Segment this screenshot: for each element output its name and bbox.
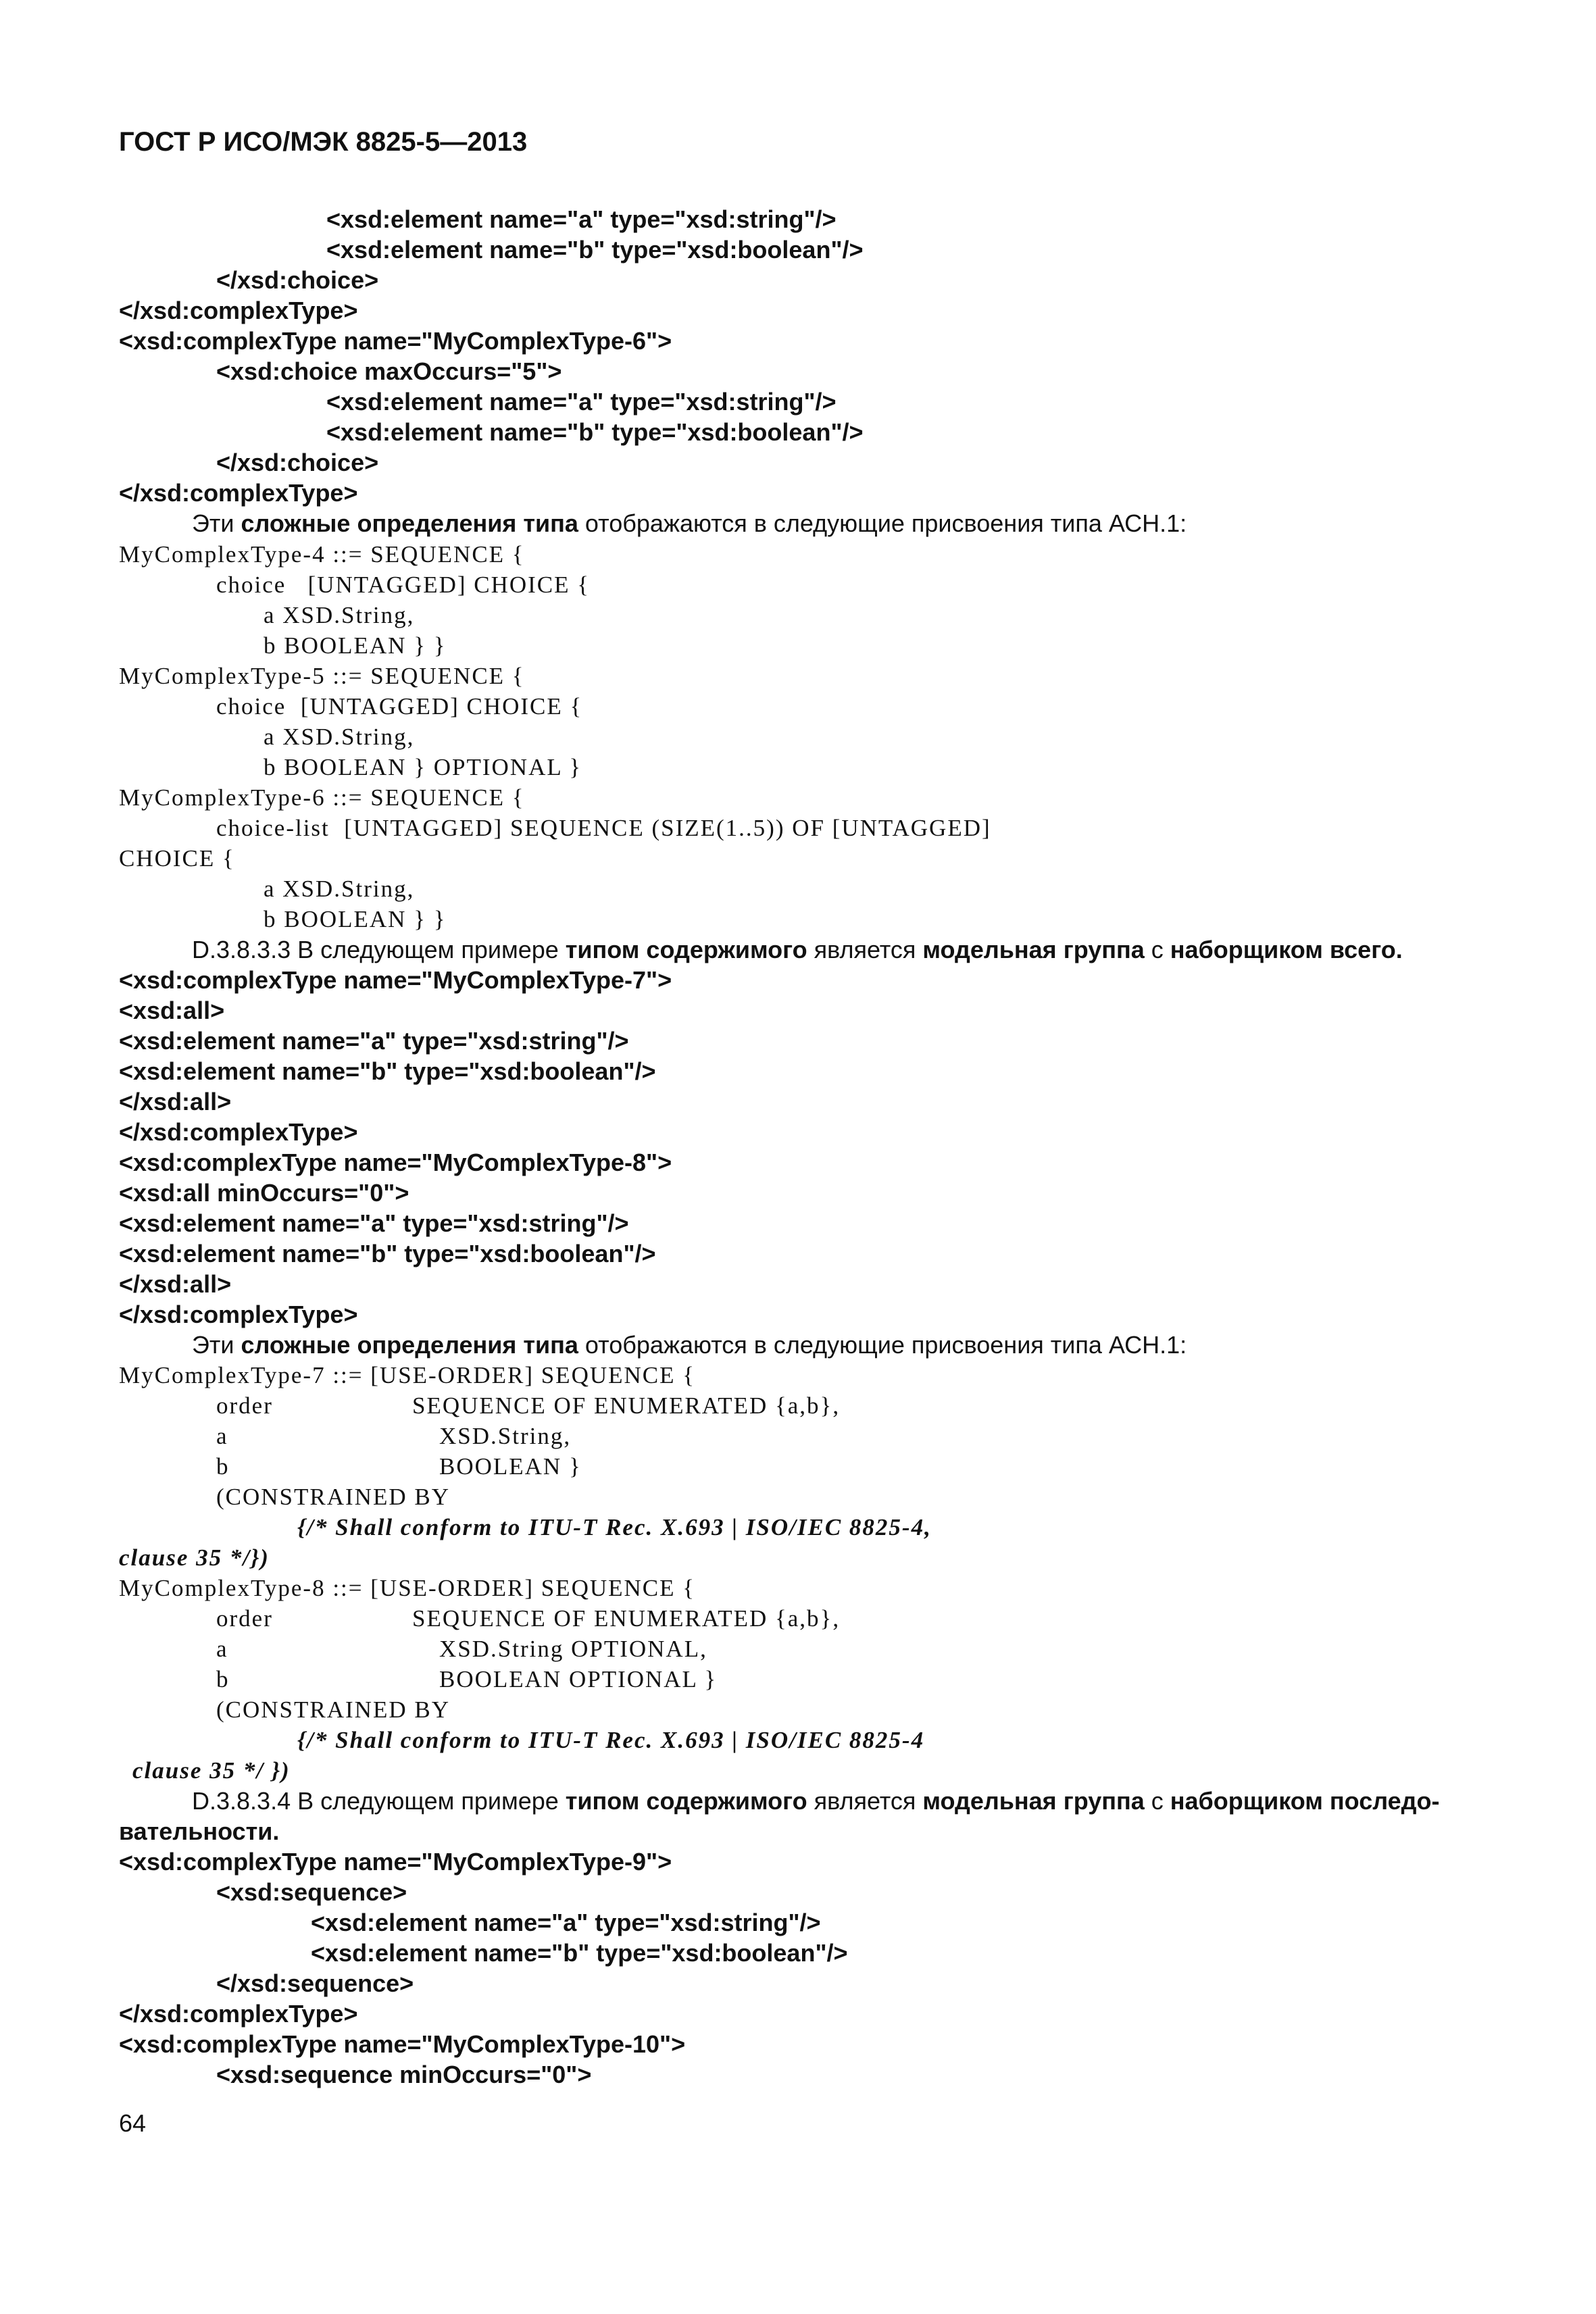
asn1-line: b BOOLEAN } OPTIONAL } (264, 754, 582, 780)
paragraph: D.3.8.3.3 В следующем примере типом содержимого является модельная группа с наборщиком всего. (192, 936, 1403, 963)
code-line: <xsd:sequence> (216, 1878, 407, 1906)
code-line: </xsd:complexType> (119, 1118, 358, 1146)
page-number: 64 (119, 2109, 147, 2137)
code-line: <xsd:complexType name="MyComplexType-9"> (119, 1848, 672, 1876)
asn1-field-type: SEQUENCE OF ENUMERATED {a,b}, (412, 1605, 841, 1632)
code-line: <xsd:all> (119, 997, 225, 1024)
code-line: <xsd:element name="a" type="xsd:string"/> (119, 1027, 629, 1055)
code-line: </xsd:complexType> (119, 479, 358, 507)
code-line: <xsd:complexType name="MyComplexType-10"> (119, 2030, 686, 2058)
asn1-field-name: order (216, 1392, 273, 1419)
code-line: </xsd:complexType> (119, 297, 358, 324)
asn1-line: MyComplexType-5 ::= SEQUENCE { (119, 663, 525, 689)
asn1-field-type: SEQUENCE OF ENUMERATED {a,b}, (412, 1392, 841, 1419)
code-line: <xsd:choice maxOccurs="5"> (216, 357, 562, 385)
code-line: <xsd:element name="b" type="xsd:boolean"/> (311, 1939, 848, 1967)
asn1-field-name: b (216, 1453, 230, 1480)
asn1-field-type: XSD.String OPTIONAL, (439, 1636, 707, 1662)
asn1-line: a XSD.String, (264, 602, 415, 628)
paragraph: D.3.8.3.4 В следующем примере типом содержимого является модельная группа с наборщиком последо- (192, 1787, 1440, 1815)
code-line: <xsd:element name="b" type="xsd:boolean"/> (326, 418, 864, 446)
asn1-line: choice [UNTAGGED] CHOICE { (216, 693, 583, 720)
code-line: <xsd:element name="a" type="xsd:string"/> (311, 1909, 821, 1936)
code-line: <xsd:element name="a" type="xsd:string"/> (119, 1209, 629, 1237)
asn1-field-name: a (216, 1423, 228, 1449)
code-line: <xsd:complexType name="MyComplexType-7"> (119, 966, 672, 994)
asn1-line: (CONSTRAINED BY (216, 1696, 450, 1723)
code-line: <xsd:element name="b" type="xsd:boolean"/> (119, 1240, 656, 1267)
asn1-line: a XSD.String, (264, 876, 415, 902)
code-line: <xsd:sequence minOccurs="0"> (216, 2061, 592, 2088)
asn1-field-type: BOOLEAN OPTIONAL } (439, 1666, 718, 1692)
asn1-line: MyComplexType-7 ::= [USE-ORDER] SEQUENCE { (119, 1362, 696, 1388)
asn1-line: choice [UNTAGGED] CHOICE { (216, 572, 591, 598)
asn1-line: b BOOLEAN } } (264, 906, 447, 932)
code-line: <xsd:complexType name="MyComplexType-6"> (119, 327, 672, 355)
code-line: </xsd:all> (119, 1088, 232, 1115)
asn1-line: a XSD.String, (264, 724, 415, 750)
asn1-line: CHOICE { (119, 845, 235, 872)
asn1-field-name: order (216, 1605, 273, 1632)
page-header: ГОСТ Р ИСО/МЭК 8825-5—2013 (119, 127, 528, 157)
code-line: </xsd:choice> (216, 449, 379, 476)
code-line: <xsd:complexType name="MyComplexType-8"> (119, 1149, 672, 1176)
code-line: </xsd:complexType> (119, 1301, 358, 1328)
asn1-comment: clause 35 */ }) (132, 1757, 291, 1784)
code-line: </xsd:choice> (216, 266, 379, 294)
code-line: </xsd:all> (119, 1270, 232, 1298)
asn1-line: MyComplexType-8 ::= [USE-ORDER] SEQUENCE { (119, 1575, 696, 1601)
asn1-line: MyComplexType-4 ::= SEQUENCE { (119, 541, 525, 568)
asn1-comment: {/* Shall conform to ITU-T Rec. X.693 | ISO/IEC 8825-4 (297, 1727, 925, 1753)
asn1-line: b BOOLEAN } } (264, 632, 447, 659)
asn1-line: (CONSTRAINED BY (216, 1484, 450, 1510)
asn1-line: choice-list [UNTAGGED] SEQUENCE (SIZE(1..5)) OF [UNTAGGED] (216, 815, 991, 841)
asn1-field-name: b (216, 1666, 230, 1692)
asn1-field-name: a (216, 1636, 228, 1662)
code-line: <xsd:all minOccurs="0"> (119, 1179, 409, 1207)
paragraph: Эти сложные определения типа отображаются в следующие присвоения типа АСН.1: (192, 509, 1187, 537)
asn1-field-type: BOOLEAN } (439, 1453, 582, 1480)
code-line: </xsd:complexType> (119, 2000, 358, 2028)
paragraph: Эти сложные определения типа отображаются в следующие присвоения типа АСН.1: (192, 1331, 1187, 1359)
code-line: <xsd:element name="a" type="xsd:string"/> (326, 388, 837, 416)
code-line: </xsd:sequence> (216, 1969, 414, 1997)
paragraph-continuation: вательности. (119, 1817, 280, 1845)
asn1-comment: clause 35 */}) (119, 1544, 270, 1571)
code-line: <xsd:element name="b" type="xsd:boolean"/> (119, 1057, 656, 1085)
asn1-field-type: XSD.String, (439, 1423, 572, 1449)
asn1-line: MyComplexType-6 ::= SEQUENCE { (119, 784, 525, 811)
asn1-comment: {/* Shall conform to ITU-T Rec. X.693 | ISO/IEC 8825-4, (297, 1514, 932, 1540)
code-line: <xsd:element name="b" type="xsd:boolean"/> (326, 236, 864, 263)
code-line: <xsd:element name="a" type="xsd:string"/> (326, 205, 837, 233)
